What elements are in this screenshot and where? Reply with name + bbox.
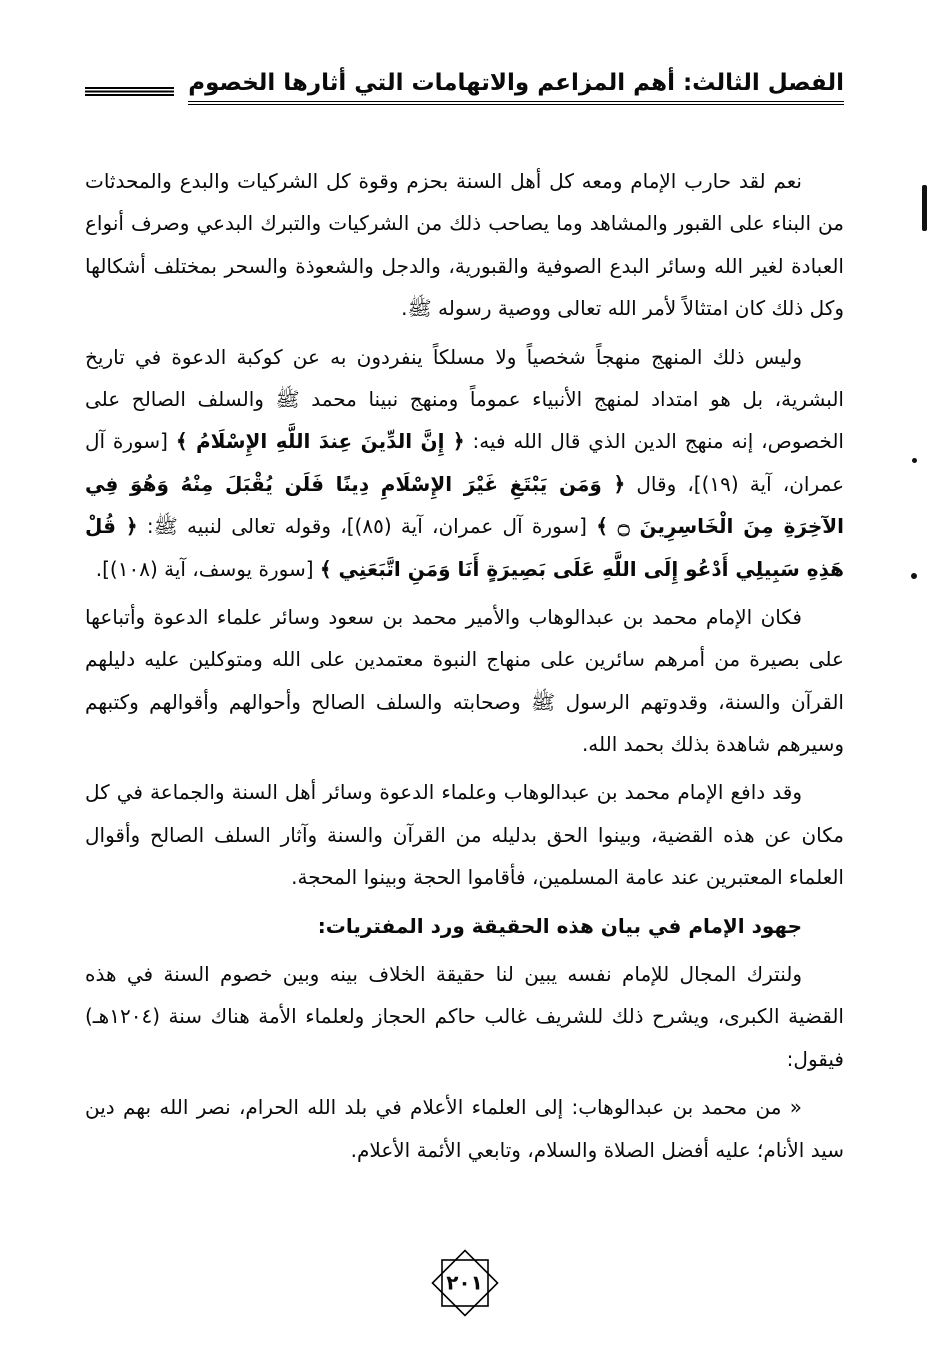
- verse-reference: [سورة يوسف، آية (١٠٨)].: [95, 556, 320, 581]
- paragraph-text: وليس ذلك المنهج منهجاً شخصياً ولا مسلكاً ينفردون به عن كوكبة الدعوة في تاريخ البشرية، بل هو امتداد لمنهج الأنبياء عموماً ومنهج نبينا محمد ﷺ والسلف الصالح على الخصوص، إنه منهج الدين الذي قال الله فيه:: [85, 344, 844, 454]
- quran-verse: ﴿ وَمَن يَبْتَغِ غَيْرَ الإِسْلَامِ دِينًا فَلَن يُقْبَلَ مِنْهُ وَهُوَ فِي الآخِرَةِ مِنَ الْخَاسِرِينَ ۝ ﴾: [85, 471, 844, 539]
- paragraph: نعم لقد حارب الإمام ومعه كل أهل السنة بحزم وقوة كل الشركيات والبدع والمحدثات من البناء على القبور والمشاهد وما يصاحب ذلك من الشركيات والتبرك البدعي وصرف أنواع العبادة لغير الله وسائر البدع الصوفية والقبورية، والدجل والشعوذة والسحر بمختلف أشكالها وكل ذلك كان امتثالاً لأمر الله تعالى ووصية رسوله ﷺ.: [85, 169, 844, 321]
- paragraph: فكان الإمام محمد بن عبدالوهاب والأمير محمد بن سعود وسائر علماء الدعوة وأتباعها على بصيرة من أمرهم سائرين على منهاج النبوة معتمدين على الله ومتوكلين عليه دليلهم القرآن والسنة، وقدوتهم الرسول ﷺ وصحابته والسلف الصالح وأحوالهم وأقوالهم وكتبهم وسيرهم شاهدة بذلك بحمد الله.: [85, 604, 844, 757]
- verse-reference: [سورة آل عمران، آية (٨٥)]، وقوله تعالى لنبيه ﷺ:: [137, 514, 597, 539]
- quran-verse: ﴿ إِنَّ الدِّينَ عِندَ اللَّهِ الإِسْلَامُ ﴾: [175, 429, 465, 454]
- quran-verse: ﴿ قُلْ هَذِهِ سَبِيلِي أَدْعُو إِلَى اللَّهِ عَلَى بَصِيرَةٍ أَنَا وَمَنِ اتَّبَعَنِي ﴾: [85, 514, 844, 581]
- scan-artifact: [922, 185, 927, 231]
- scan-artifact: [912, 458, 917, 463]
- verse-reference: [سورة آل عمران، آية (١٩)]، وقال: [85, 429, 845, 496]
- scan-artifact: [911, 573, 917, 579]
- paragraph: ولنترك المجال للإمام نفسه يبين لنا حقيقة الخلاف بينه وبين خصوم السنة في هذه القضية الكبرى، ويشرح ذلك للشريف غالب حاكم الحجاز ولعلماء الأمة هناك سنة (١٢٠٤هـ) فيقول:: [85, 962, 844, 1071]
- paragraph: وقد دافع الإمام محمد بن عبدالوهاب وعلماء الدعوة وسائر أهل السنة والجماعة في كل مكان عن هذه القضية، وبينوا الحق بدليله من القرآن والسنة وآثار السلف الصالح وأقوال العلماء المعتبرين عند عامة المسلمين، فأقاموا الحجة وبينوا المحجة.: [85, 780, 844, 890]
- page-number: ٢٠١: [446, 1270, 483, 1295]
- paragraph: « من محمد بن عبدالوهاب: إلى العلماء الأعلام في بلد الله الحرام، نصر الله بهم دين سيد الأنام؛ عليه أفضل الصلاة والسلام، وتابعي الأئمة الأعلام.: [85, 1095, 844, 1162]
- paragraph: [85, 336, 844, 590]
- page-number-ornament: [423, 1241, 507, 1325]
- chapter-title: الفصل الثالث: أهم المزاعم والاتهامات التي أثارها الخصوم: [188, 70, 844, 105]
- page-body: [85, 160, 844, 1171]
- section-heading: جهود الإمام في بيان هذه الحقيقة ورد المفتريات:: [317, 913, 802, 938]
- chapter-header: [85, 70, 844, 105]
- decorative-rule: [85, 87, 174, 96]
